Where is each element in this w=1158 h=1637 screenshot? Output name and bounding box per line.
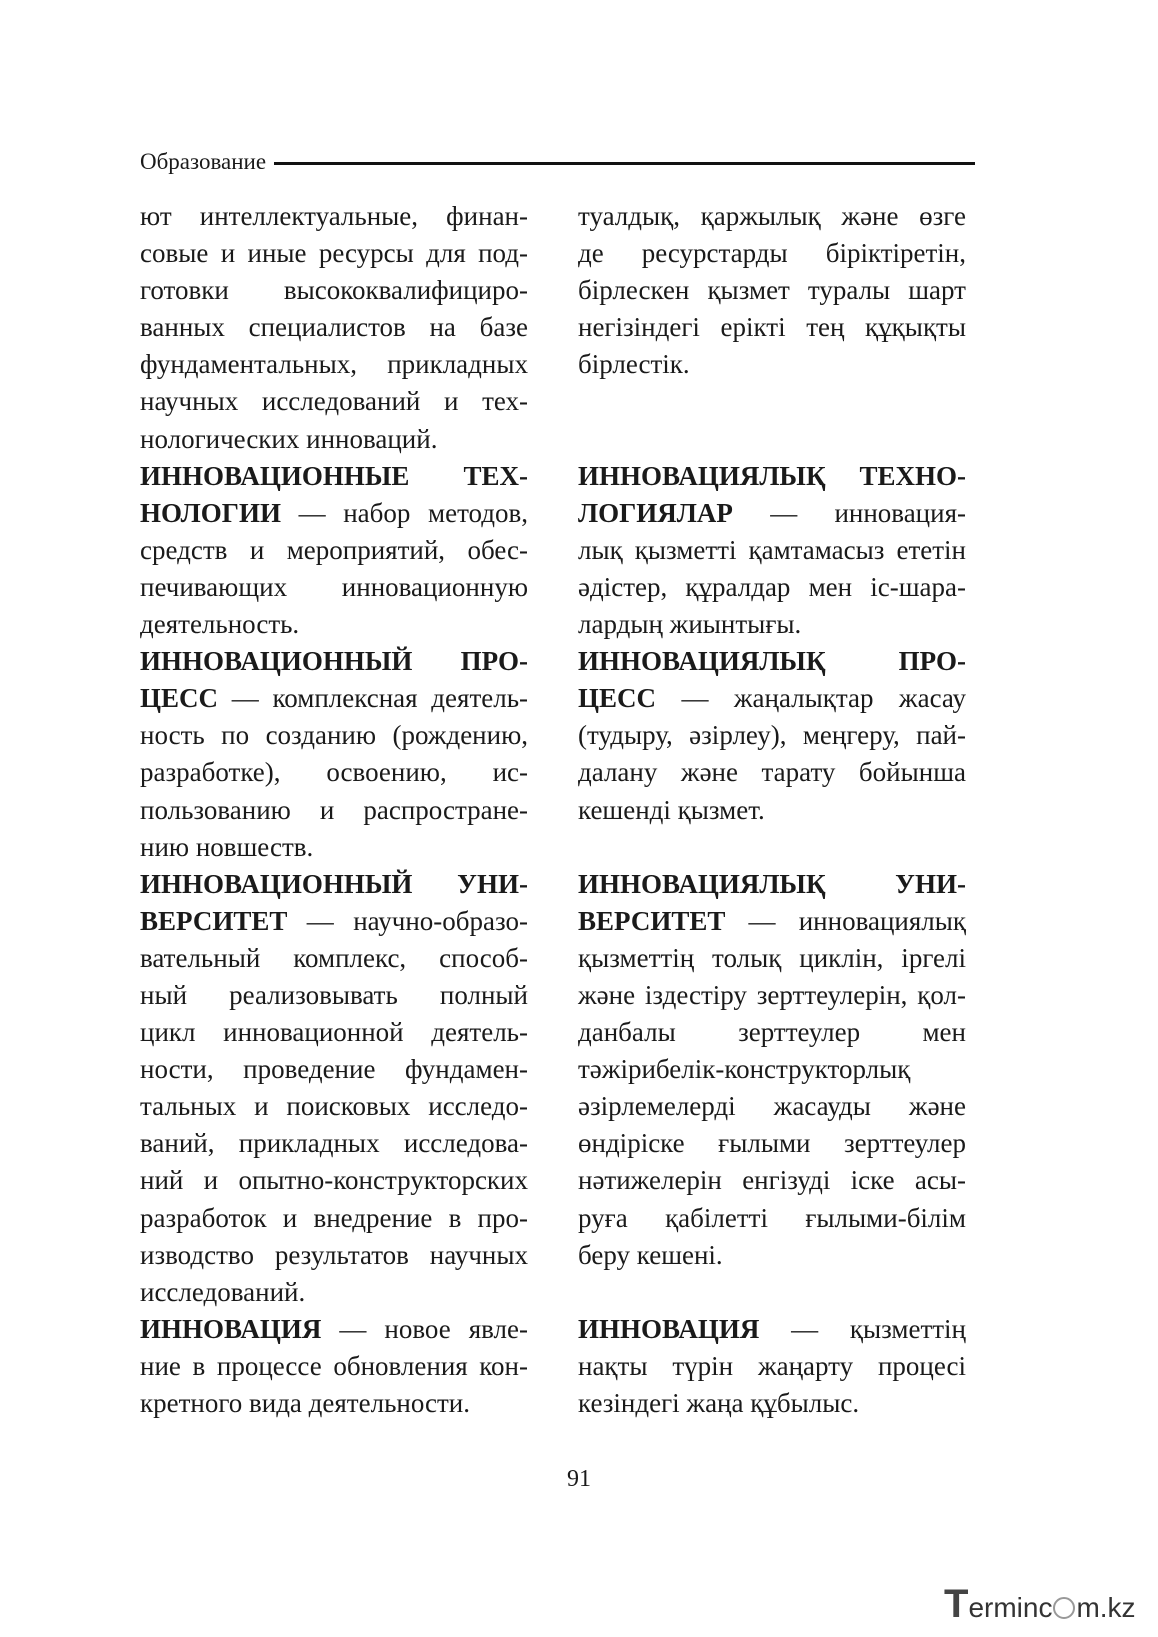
text-line: ванных специалистов на базе [140, 312, 528, 343]
text-line: разработок и внедрение в про- [140, 1202, 528, 1233]
glossary-entry-innovation [140, 1311, 528, 1422]
text-line: әдістер, құралдар мен іс-шара- [578, 571, 966, 602]
glossary-entry-innovative-university [140, 866, 528, 1311]
logo-text: erminc [968, 1592, 1053, 1623]
text-line: ют интеллектуальные, финан- [140, 201, 528, 231]
text-line: нию новшеств. [140, 831, 314, 862]
text-line: тәжірибелік-конструкторлық [578, 1054, 911, 1085]
text-line: лық қызметті қамтамасыз ететін [578, 534, 966, 565]
term-part: ЦЕСС [140, 683, 219, 714]
term-part: ЦЕСС [578, 683, 657, 714]
blank-line [578, 829, 966, 866]
definition-text: — қызметтің [791, 1313, 966, 1344]
search-lens-icon [1053, 1597, 1075, 1619]
text-line: руға қабілетті ғылыми-білім [578, 1202, 966, 1233]
term-part: ВЕРСИТЕТ [140, 905, 288, 936]
section-title: Образование [140, 149, 267, 174]
text-line: разработке), освоению, ис- [140, 757, 528, 788]
right-column [578, 198, 966, 1422]
glossary-entry-innovative-university-kz [578, 866, 966, 1311]
intro-continuation [578, 198, 966, 458]
entry-term [140, 458, 528, 495]
text-line: кретного вида деятельности. [140, 1388, 470, 1418]
text-line: беру кешені. [578, 1239, 723, 1270]
text-line: нәтижелерін енгізуді іске асы- [578, 1165, 966, 1196]
term-part: ИННОВАЦИОННЫЙ УНИ- [140, 868, 528, 899]
text-line [578, 495, 966, 532]
text-line: өндіріске ғылыми зерттеулер [578, 1128, 966, 1159]
text-line: әзірлемелерді жасауды және [578, 1091, 966, 1122]
text-line [140, 1311, 528, 1348]
term-part: ИННОВАЦИЯ [578, 1313, 760, 1344]
text-line [578, 1311, 966, 1348]
text-line: және іздестіру зерттеулерін, қол- [578, 979, 966, 1010]
glossary-entry-innovative-technologies-kz [578, 458, 966, 643]
header-rule [274, 162, 975, 165]
blank-line [578, 383, 966, 420]
text-line: деятельность. [140, 609, 300, 640]
text-line: ности, проведение фундамен- [140, 1054, 528, 1085]
text-line [140, 495, 528, 532]
term-part: НОЛОГИИ [140, 497, 281, 528]
definition-text: — новое явле- [339, 1313, 528, 1344]
entry-term [140, 866, 528, 903]
text-line: далану және тарату бойынша [578, 757, 966, 788]
text-line [578, 680, 966, 717]
glossary-entry-innovation-kz [578, 1311, 966, 1422]
term-part: ИННОВАЦИОННЫЕ ТЕХ- [140, 460, 528, 491]
text-line: нологических инноваций. [140, 423, 438, 454]
definition-text: — инновация- [770, 497, 966, 528]
text-line: печивающих инновационную [140, 571, 528, 602]
definition-text: — жаңалықтар жасау [681, 683, 966, 714]
glossary-entry-innovative-process [140, 643, 528, 866]
term-part: ВЕРСИТЕТ [578, 905, 726, 936]
text-line: бірлестік. [578, 349, 690, 380]
blank-line [578, 1274, 966, 1311]
text-line: қызметтің толық циклін, іргелі [578, 942, 966, 973]
text-line: кешенді қызмет. [578, 794, 765, 825]
text-line: средств и мероприятий, обес- [140, 534, 528, 565]
text-line: совые и иные ресурсы для под- [140, 238, 528, 269]
logo-text: m.kz [1076, 1592, 1136, 1623]
text-line: лардың жиынтығы. [578, 609, 802, 640]
term-part: ИННОВАЦИЯ [140, 1313, 322, 1344]
text-line: кезіндегі жаңа құбылыс. [578, 1388, 860, 1418]
blank-line [578, 421, 966, 458]
definition-text: — научно-образо- [306, 905, 528, 936]
text-line: ность по созданию (рождению, [140, 720, 528, 751]
text-line: ние в процессе обновления кон- [140, 1350, 528, 1381]
text-line: вательный комплекс, способ- [140, 942, 528, 973]
term-part: ИННОВАЦИЯЛЫҚ УНИ- [578, 868, 966, 899]
intro-continuation [140, 198, 528, 458]
definition-text: — комплексная деятель- [231, 683, 528, 714]
text-line: ваний, прикладных исследова- [140, 1128, 528, 1159]
text-line: туалдық, қаржылық және өзге [578, 201, 966, 231]
text-line: цикл инновационной деятель- [140, 1017, 528, 1048]
definition-text: — инновациялық [748, 905, 966, 936]
entry-term [578, 458, 966, 495]
text-line: бірлескен қызмет туралы шарт [578, 275, 966, 306]
text-line: пользованию и распростране- [140, 794, 528, 825]
text-line: готовки высококвалифициро- [140, 275, 528, 306]
text-line: фундаментальных, прикладных [140, 349, 528, 380]
text-line: (тудыру, әзірлеу), меңгеру, пай- [578, 720, 966, 751]
left-column [140, 198, 528, 1422]
text-line: негізіндегі ерікті тең құқықты [578, 312, 966, 343]
text-line [140, 680, 528, 717]
entry-term [140, 643, 528, 680]
text-line: нақты түрін жаңарту процесі [578, 1350, 966, 1381]
text-line: исследований. [140, 1276, 306, 1307]
text-line [140, 903, 528, 940]
text-line: ний и опытно-конструкторских [140, 1165, 528, 1196]
term-part: ЛОГИЯЛАР [578, 497, 733, 528]
term-part: ИННОВАЦИОННЫЙ ПРО- [140, 646, 528, 677]
term-part: ИННОВАЦИЯЛЫҚ ПРО- [578, 646, 966, 677]
text-line: научных исследований и тех- [140, 386, 528, 417]
text-line: данбалы зерттеулер мен [578, 1017, 966, 1048]
term-part: ИННОВАЦИЯЛЫҚ ТЕХНО- [578, 460, 966, 491]
text-line [578, 903, 966, 940]
text-line: де ресурстарды біріктіретін, [578, 238, 966, 269]
definition-text: — набор методов, [298, 497, 528, 528]
text-line: изводство результатов научных [140, 1239, 528, 1270]
entry-term [578, 866, 966, 903]
logo-letter: T [944, 1582, 969, 1626]
site-watermark-logo [944, 1582, 1144, 1626]
page-number: 91 [567, 1466, 591, 1492]
text-line: тальных и поисковых исследо- [140, 1091, 528, 1122]
glossary-entry-innovative-process-kz [578, 643, 966, 866]
glossary-entry-innovative-technologies [140, 458, 528, 643]
entry-term [578, 643, 966, 680]
running-header [140, 146, 975, 178]
text-line: ный реализовывать полный [140, 979, 528, 1010]
